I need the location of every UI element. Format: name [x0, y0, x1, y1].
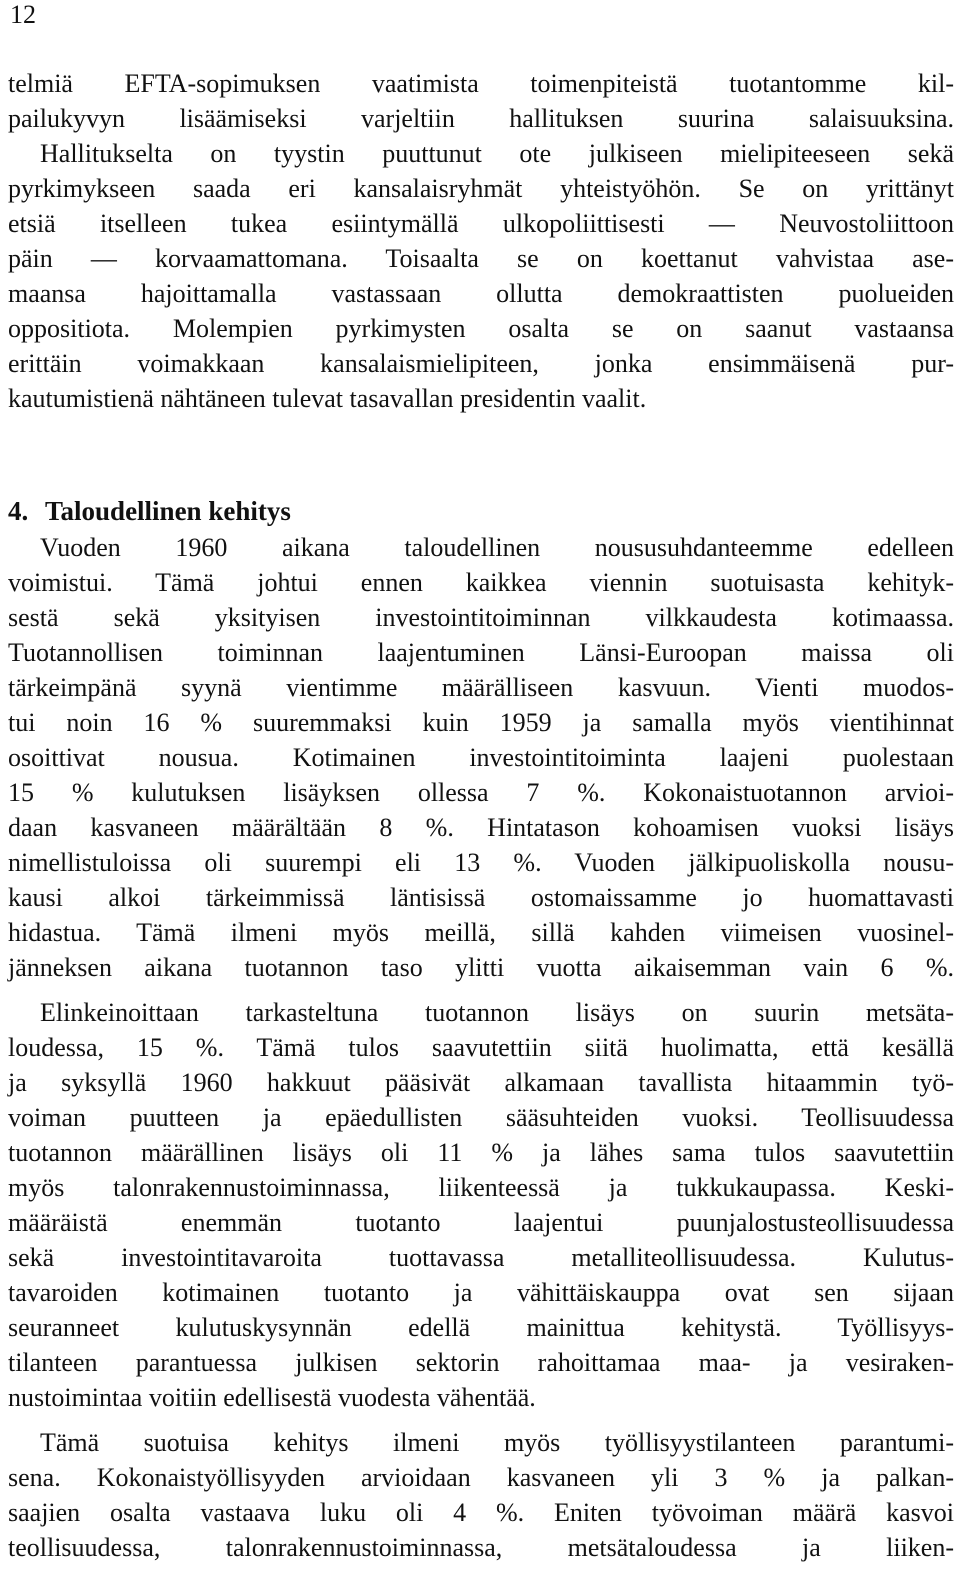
- text-line: ja syksyllä 1960 hakkuut pääsivät alkamaan tavallista hitaammin työ-: [8, 1068, 954, 1097]
- text-line: Elinkeinoittaan tarkasteltuna tuotannon lisäys on suurin metsäta-: [40, 998, 954, 1027]
- text-line: telmiä EFTA-sopimuksen vaatimista toimenpiteistä tuotantomme kil-: [8, 69, 954, 98]
- text-line: teollisuudessa, talonrakennustoiminnassa, metsätaloudessa ja liiken-: [8, 1533, 954, 1562]
- text-line: nimellistuloissa oli suurempi eli 13 %. Vuoden jälkipuoliskolla nousu-: [8, 848, 954, 877]
- text-line: hidastua. Tämä ilmeni myös meillä, sillä kahden viimeisen vuosinel-: [8, 918, 954, 947]
- text-line: määräistä enemmän tuotanto laajentui puunjalostusteollisuudessa: [8, 1208, 954, 1237]
- text-line: 15 % kulutuksen lisäyksen ollessa 7 %. Kokonaistuotannon arvioi-: [8, 778, 954, 807]
- text-line: pailukyvyn lisäämiseksi varjeltiin hallituksen suurina salaisuuksina.: [8, 104, 954, 133]
- text-line: Hallitukselta on tyystin puuttunut ote julkiseen mielipiteeseen sekä: [40, 139, 954, 168]
- text-line: sekä investointitavaroita tuottavassa metalliteollisuudessa. Kulutus-: [8, 1243, 954, 1272]
- text-line: tärkeimpänä syynä vientimme määrälliseen kasvuun. Vienti muodos-: [8, 673, 954, 702]
- text-line: tui noin 16 % suuremmaksi kuin 1959 ja samalla myös vientihinnat: [8, 708, 954, 737]
- text-line: kausi alkoi tärkeimmissä läntisissä ostomaissamme jo huomattavasti: [8, 883, 954, 912]
- text-line: Tämä suotuisa kehitys ilmeni myös työllisyystilanteen parantumi-: [40, 1428, 954, 1457]
- text-line: sena. Kokonaistyöllisyyden arvioidaan kasvaneen yli 3 % ja palkan-: [8, 1463, 954, 1492]
- text-line: päin — korvaamattomana. Toisaalta se on koettanut vahvistaa ase-: [8, 244, 954, 273]
- section-title: Taloudellinen kehitys: [45, 496, 291, 526]
- text-line: maansa hajoittamalla vastassaan ollutta demokraattisten puolueiden: [8, 279, 954, 308]
- text-line: myös talonrakennustoiminnassa, liikenteessä ja tukkukaupassa. Keski-: [8, 1173, 954, 1202]
- text-line: tavaroiden kotimainen tuotanto ja vähittäiskauppa ovat sen sijaan: [8, 1278, 954, 1307]
- text-line: pyrkimykseen saada eri kansalaisryhmät yhteistyöhön. Se on yrittänyt: [8, 174, 954, 203]
- text-line: tilanteen parantuessa julkisen sektorin rahoittamaa maa- ja vesiraken-: [8, 1348, 954, 1377]
- text-line: loudessa, 15 %. Tämä tulos saavutettiin siitä huolimatta, että kesällä: [8, 1033, 954, 1062]
- section-number: 4.: [8, 496, 29, 526]
- text-line: tuotannon määrällinen lisäys oli 11 % ja lähes sama tulos saavutettiin: [8, 1138, 954, 1167]
- text-line: kautumistienä nähtäneen tulevat tasavallan presidentin vaalit.: [8, 384, 647, 413]
- page-number: 12: [10, 0, 36, 29]
- text-line: jänneksen aikana tuotannon taso ylitti vuotta aikaisemman vain 6 %.: [8, 953, 954, 982]
- section-heading: [8, 493, 291, 529]
- text-line: voimistui. Tämä johtui ennen kaikkea viennin suotuisasta kehityk-: [8, 568, 954, 597]
- text-line: etsiä itselleen tukea esiintymällä ulkopoliittisesti — Neuvostoliittoon: [8, 209, 954, 238]
- text-line: saajien osalta vastaava luku oli 4 %. Eniten työvoiman määrä kasvoi: [8, 1498, 954, 1527]
- text-line: sestä sekä yksityisen investointitoiminnan vilkkaudesta kotimaassa.: [8, 603, 954, 632]
- text-line: voiman puutteen ja epäedullisten sääsuhteiden vuoksi. Teollisuudessa: [8, 1103, 954, 1132]
- text-line: Vuoden 1960 aikana taloudellinen noususuhdanteemme edelleen: [40, 533, 954, 562]
- text-line: oppositiota. Molempien pyrkimysten osalta se on saanut vastaansa: [8, 314, 954, 343]
- text-line: seuranneet kulutuskysynnän edellä mainittua kehitystä. Työllisyys-: [8, 1313, 954, 1342]
- text-line: daan kasvaneen määrältään 8 %. Hintatason kohoamisen vuoksi lisäys: [8, 813, 954, 842]
- text-line: osoittivat nousua. Kotimainen investointitoiminta laajeni puolestaan: [8, 743, 954, 772]
- text-line: Tuotannollisen toiminnan laajentuminen Länsi-Euroopan maissa oli: [8, 638, 954, 667]
- text-line: nustoimintaa voitiin edellisestä vuodesta vähentää.: [8, 1383, 536, 1412]
- text-line: erittäin voimakkaan kansalaismielipiteen, jonka ensimmäisenä pur-: [8, 349, 954, 378]
